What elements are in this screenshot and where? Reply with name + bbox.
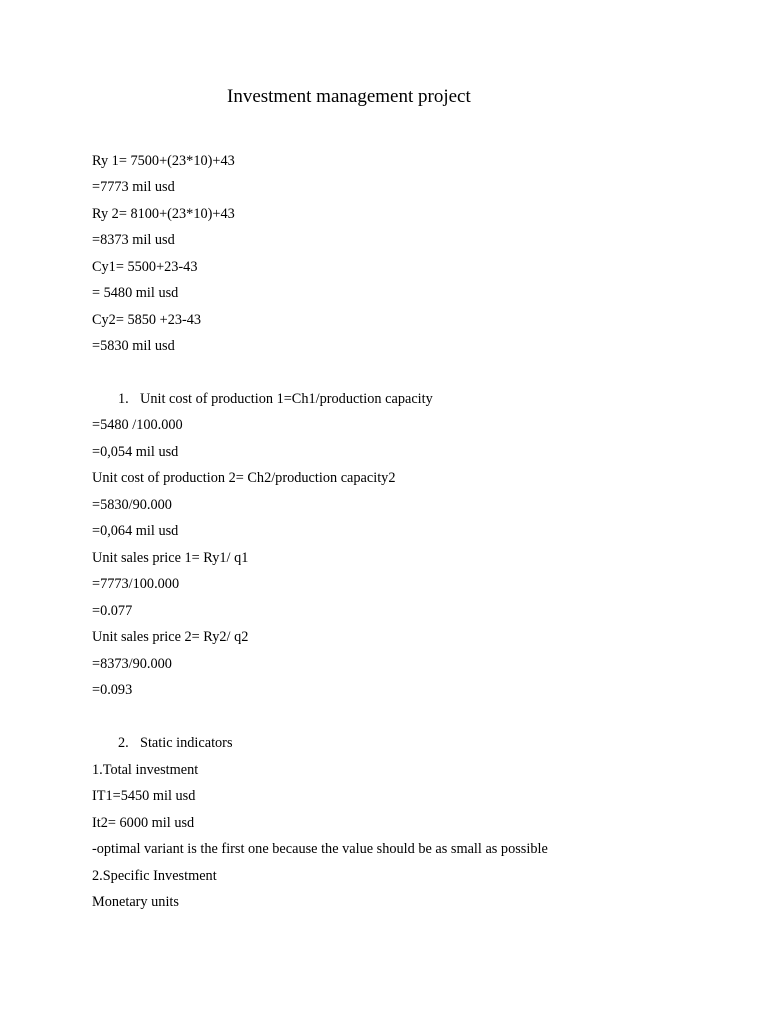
text-line: 2.Specific Investment <box>92 868 217 884</box>
text-line: =0,054 mil usd <box>92 444 179 460</box>
numbered-heading-1 <box>118 390 433 408</box>
text-line: =0.093 <box>92 682 133 698</box>
heading-text: Unit cost of production 1=Ch1/production capacity <box>140 391 433 407</box>
text-line: =5830 mil usd <box>92 338 175 354</box>
text-line: =0.077 <box>92 603 133 619</box>
text-line: = 5480 mil usd <box>92 285 179 301</box>
text-line: Ry 2= 8100+(23*10)+43 <box>92 206 235 222</box>
text-line: IT1=5450 mil usd <box>92 788 196 804</box>
heading-text: Static indicators <box>140 735 233 751</box>
list-number: 2. <box>118 735 129 751</box>
text-line: Ry 1= 7500+(23*10)+43 <box>92 153 235 169</box>
numbered-heading-2 <box>118 734 233 752</box>
text-line: Cy2= 5850 +23-43 <box>92 312 202 328</box>
text-line: Monetary units <box>92 894 179 910</box>
text-line: Unit cost of production 2= Ch2/production capacity2 <box>92 470 396 486</box>
text-line: Unit sales price 1= Ry1/ q1 <box>92 550 249 566</box>
text-line: =5480 /100.000 <box>92 417 183 433</box>
text-line: =8373/90.000 <box>92 656 172 672</box>
text-line: =7773 mil usd <box>92 179 175 195</box>
text-line: =5830/90.000 <box>92 497 172 513</box>
text-line: =0,064 mil usd <box>92 523 179 539</box>
text-line: =7773/100.000 <box>92 576 180 592</box>
text-line: 1.Total investment <box>92 762 199 778</box>
text-line: It2= 6000 mil usd <box>92 815 195 831</box>
text-line: Unit sales price 2= Ry2/ q2 <box>92 629 249 645</box>
document-title: Investment management project <box>227 86 471 107</box>
text-line: Cy1= 5500+23-43 <box>92 259 198 275</box>
text-line: -optimal variant is the first one because the value should be as small as possible <box>92 841 548 857</box>
text-line: =8373 mil usd <box>92 232 175 248</box>
list-number: 1. <box>118 391 129 407</box>
